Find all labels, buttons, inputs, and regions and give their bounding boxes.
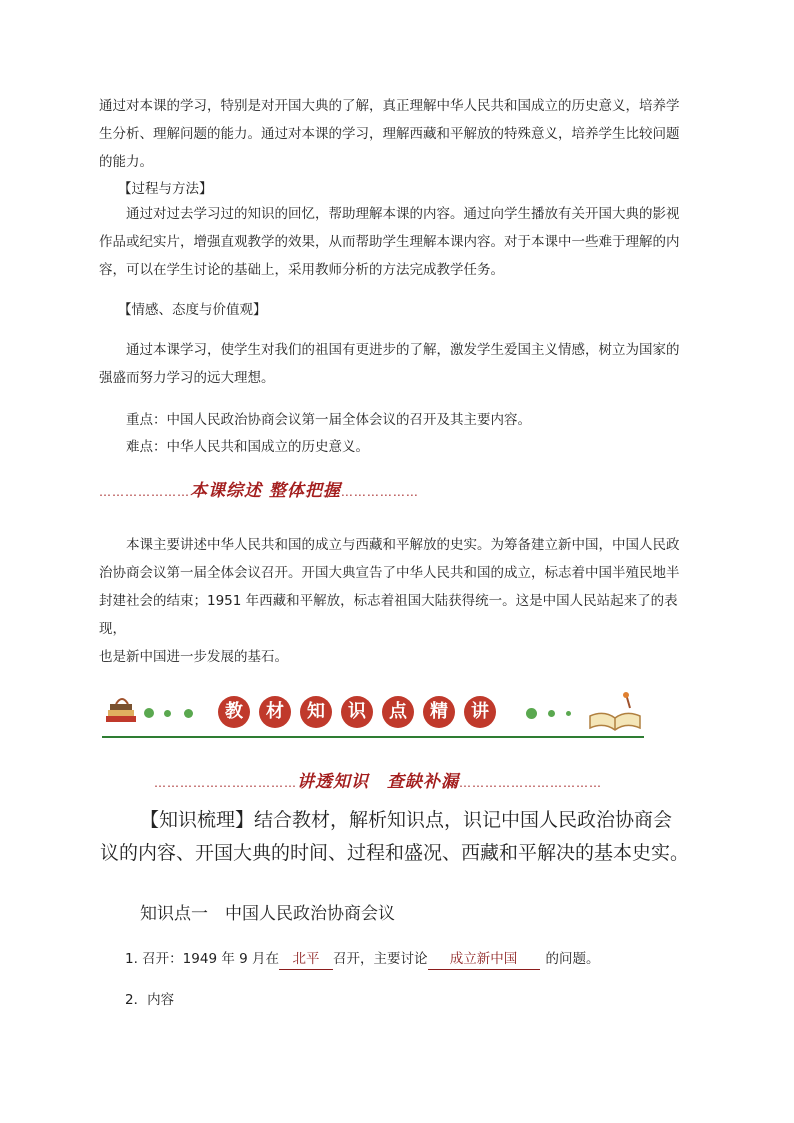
objectives-paragraph: 通过对本课的学习，特别是对开国大典的了解，真正理解中华人民共和国成立的历史意义，培养学 生分析、理解问题的能力。通过对本课的学习，理解西藏和平解放的特殊意义，培养学生比较问题 的能力。 <box>99 98 680 170</box>
overview-paragraph: 本课主要讲述中华人民共和国的成立与西藏和平解放的史实。为筹备建立新中国，中国人民政 治协商会议第一届全体会议召开。开国大典宣告了中华人民共和国的成立，标志着中国半殖民地半 封建社会的结束；1951 年西藏和平解放，标志着祖国大陆获得统一。这是中国人民站起来了的表现， 也是新中国进一步发展的基石。 <box>99 537 680 665</box>
green-dot <box>144 708 154 718</box>
green-dot <box>566 711 571 716</box>
section-title-overview: 本课综述 整体把握 <box>190 481 341 501</box>
banner-char: 讲 <box>464 696 496 728</box>
banner-char: 教 <box>218 696 250 728</box>
green-dot <box>548 710 555 717</box>
answer-blank-location: 北平 <box>279 949 333 970</box>
banner-char: 点 <box>382 696 414 728</box>
green-dot <box>184 709 193 718</box>
item-2-content: 2．内容 <box>125 992 175 1008</box>
key-point: 重点：中国人民政治协商会议第一届全体会议的召开及其主要内容。 <box>126 412 531 428</box>
banner-char: 知 <box>300 696 332 728</box>
banner-underline <box>102 736 644 738</box>
knowledge-summary: 【知识梳理】结合教材，解析知识点，识记中国人民政治协商会 议的内容、开国大典的时间、过程和盛况、西藏和平解决的基本史实。 <box>100 809 690 864</box>
process-heading: 【过程与方法】 <box>118 181 213 197</box>
emotion-paragraph: 通过本课学习，使学生对我们的祖国有更进步的了解，激发学生爱国主义情感，树立为国家的 强盛而努力学习的远大理想。 <box>99 342 680 386</box>
banner-char: 识 <box>341 696 373 728</box>
open-book-icon <box>586 690 644 734</box>
fill-blank-item-1: 1. 召开：1949 年 9 月在 北平 召开，主要讨论 成立新中国 的问题。 <box>125 949 600 970</box>
process-paragraph: 通过对过去学习过的知识的回忆，帮助理解本课的内容。通过向学生播放有关开国大典的影视 作品或纪实片，增强直观教学的效果，从而帮助学生理解本课内容。对于本课中一些难于理解的内 容，可以在学生讨论的基础上，采用教师分析的方法完成教学任务。 <box>99 206 680 278</box>
section-heading-overview: …………………本课综述 整体把握……………… <box>99 481 419 501</box>
green-dot <box>164 710 171 717</box>
difficult-point: 难点：中华人民共和国成立的历史意义。 <box>126 439 369 455</box>
knowledge-point-title: 知识点一 中国人民政治协商会议 <box>140 904 395 924</box>
section-heading-knowledge: ……………………………讲透知识 查缺补漏…………………………… <box>154 772 602 792</box>
answer-blank-topic: 成立新中国 <box>428 949 540 970</box>
banner-char: 精 <box>423 696 455 728</box>
banner-char: 材 <box>259 696 291 728</box>
emotion-heading: 【情感、态度与价值观】 <box>118 302 267 318</box>
green-dot <box>526 708 537 719</box>
section-title-knowledge: 讲透知识 查缺补漏 <box>297 772 459 792</box>
books-icon <box>102 694 142 730</box>
section-banner <box>102 690 644 740</box>
